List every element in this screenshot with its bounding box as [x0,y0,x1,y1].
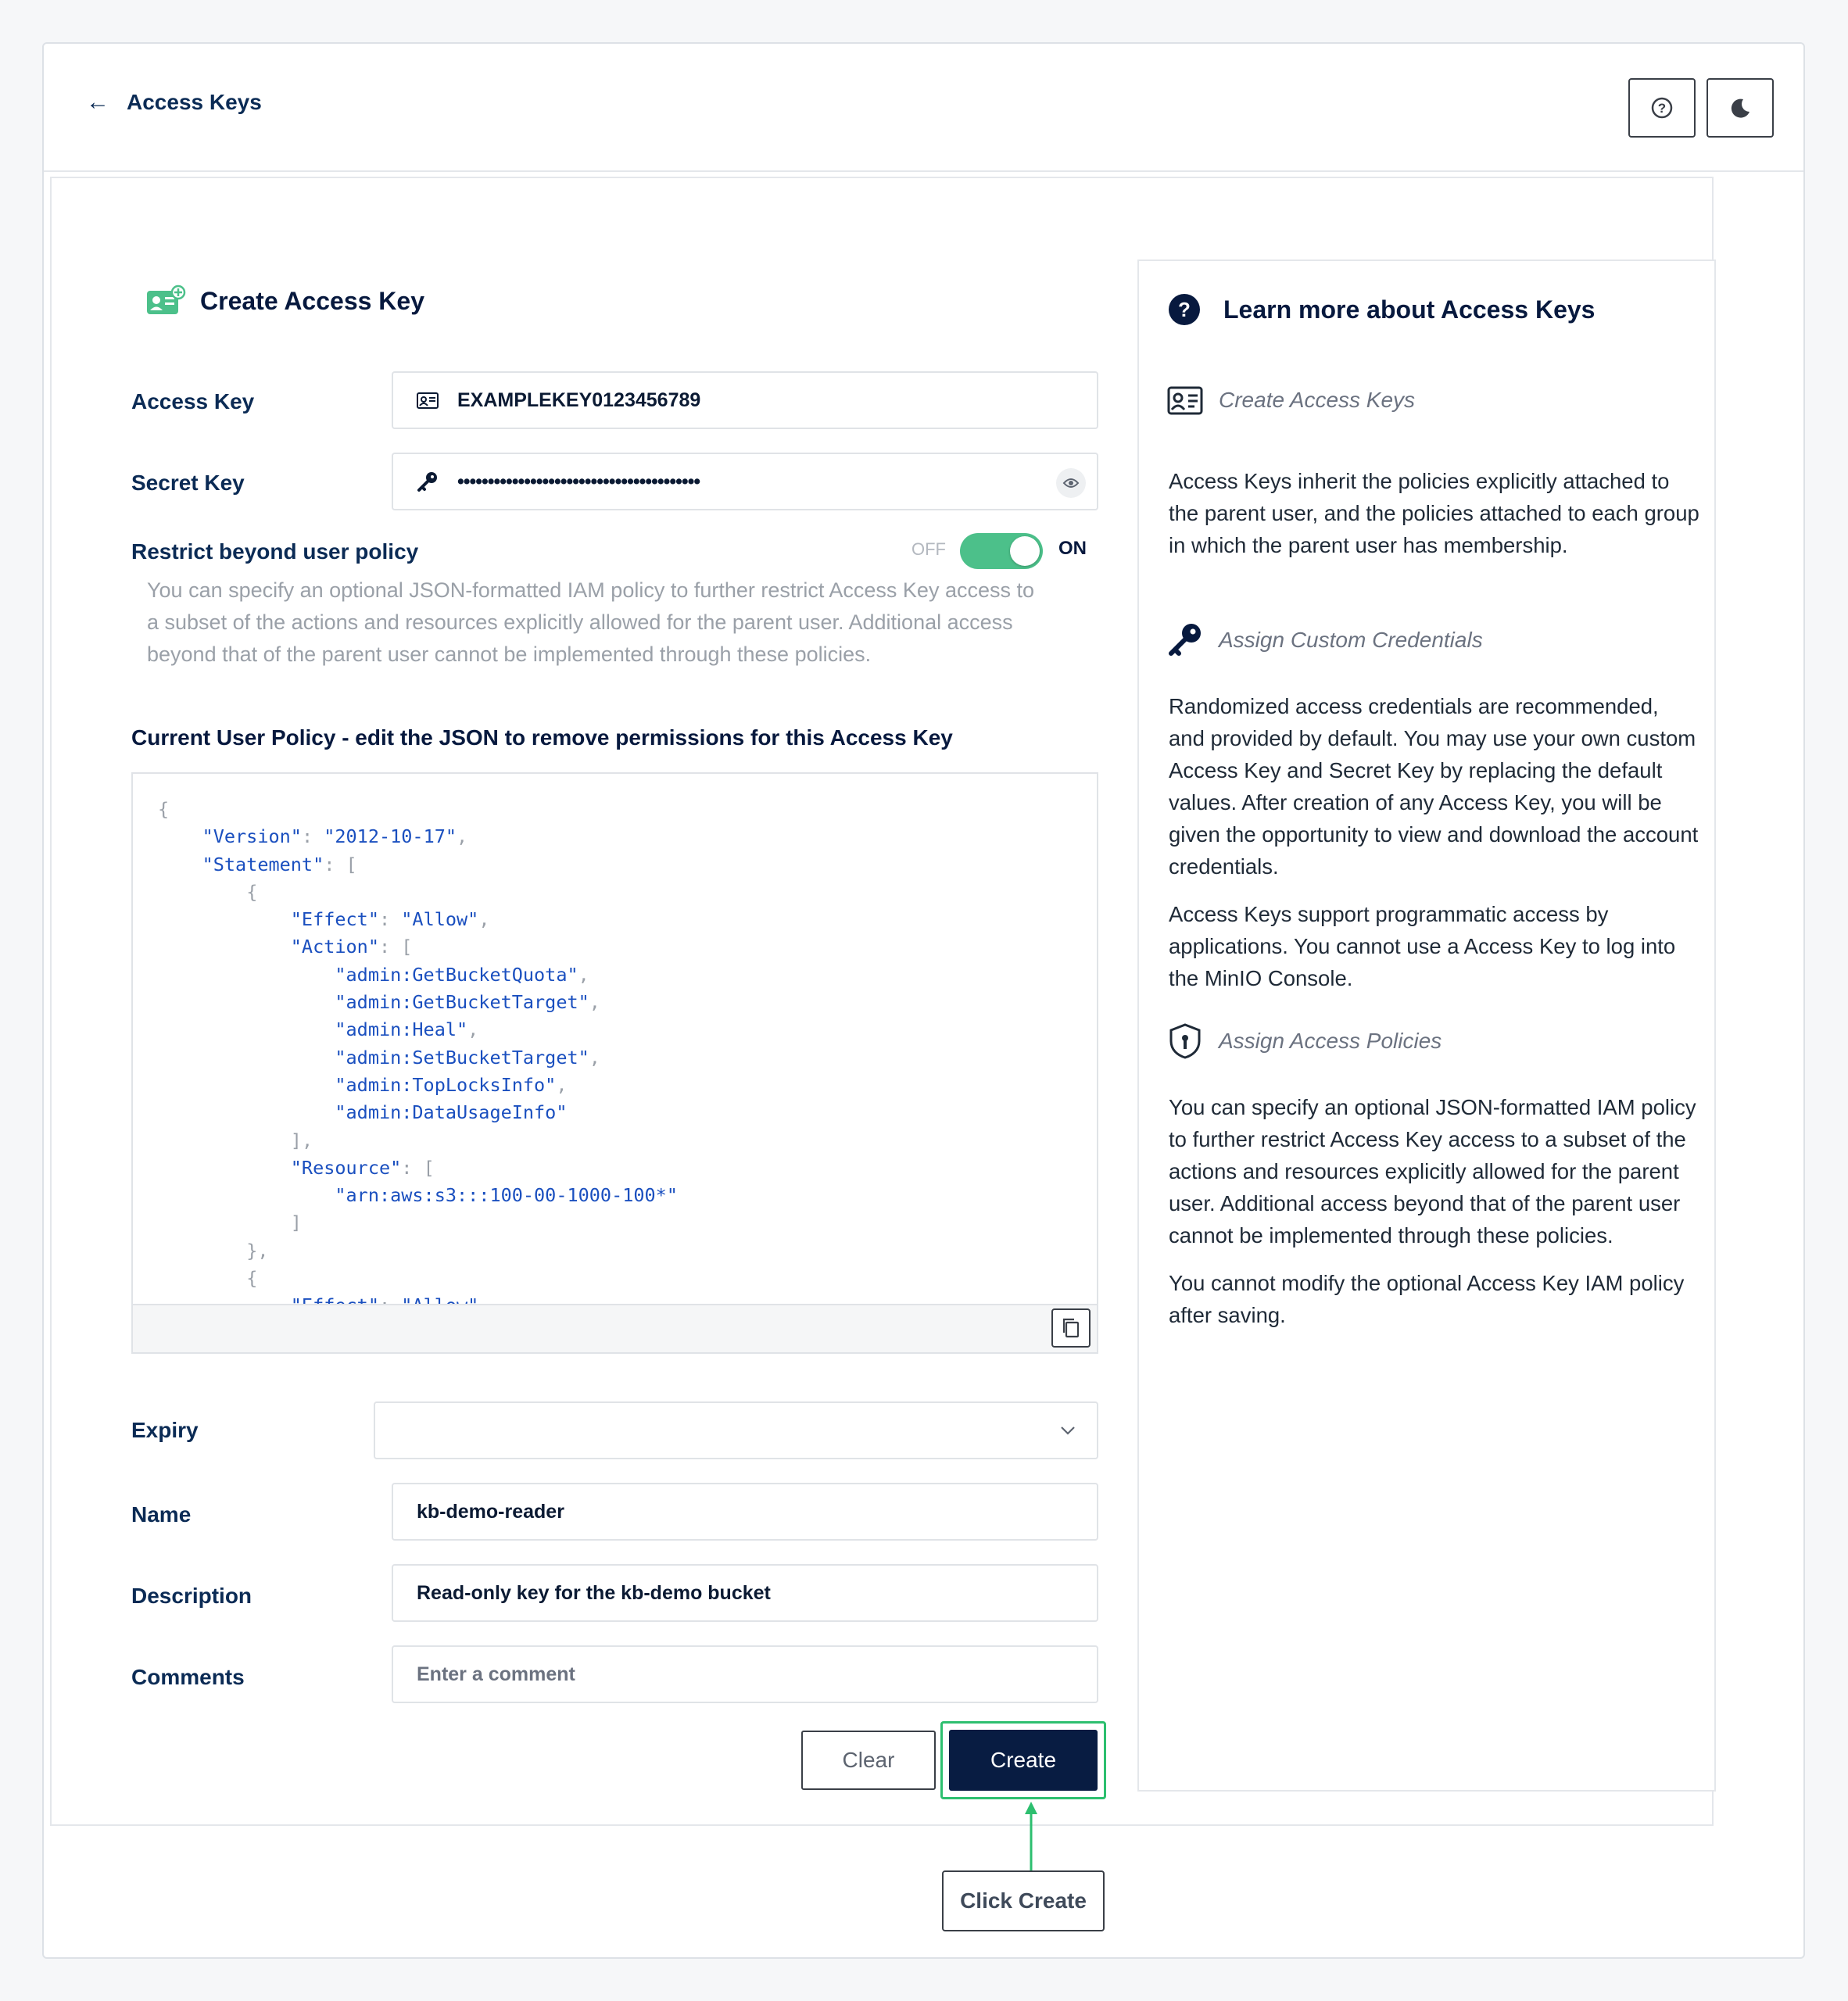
secret-key-field[interactable] [392,453,1098,510]
editor-footer [133,1304,1097,1352]
expiry-select[interactable] [374,1401,1098,1459]
name-value: kb-demo-reader [417,1500,564,1523]
restrict-policy-toggle[interactable] [960,533,1043,569]
description-field[interactable] [392,1564,1098,1622]
restrict-description: You can specify an optional JSON-formatted IAM policy to further restrict Access Key access to a subset of the actions and resources explicitly allowed for the parent user. Additional access beyond that of the parent user cannot be implemented through these policies. [147,578,1035,666]
key-icon [417,471,440,492]
toggle-knob [1010,536,1040,566]
help-button[interactable] [1628,78,1696,138]
secret-key-label: Secret Key [131,471,245,495]
svg-text:?: ? [1178,298,1191,321]
policy-json-text: { "Version": "2012-10-17", "Statement": [ { "Effect": "Allow", "Action": [ "admin:GetBucketQuota", "admin:GetBucketTarget", "admin:Heal", "admin:SetBucketTarget", "admin:TopLocksInfo", "admin:DataUsageInfo" ], "Resource": [ "arn:aws:s3:::100-00-1000-100*" ] }, { [158,798,678,1290]
id-card-add-icon [145,285,186,317]
description-label: Description [131,1584,252,1608]
help-paragraph: Access Keys inherit the policies explicitly attached to the parent user, and the policies attached to each group in which the parent user has membership. [1169,469,1699,557]
help-section-credentials-text [1169,690,1700,1010]
question-circle-icon [1650,96,1674,120]
help-paragraph: You cannot modify the optional Access Key IAM policy after saving. [1169,1271,1685,1327]
help-section-heading: Assign Custom Credentials [1219,628,1483,652]
help-section-credentials [1167,622,1483,658]
help-section-heading: Assign Access Policies [1219,1029,1442,1053]
description-value: Read-only key for the kb-demo bucket [417,1581,771,1604]
id-card-icon [417,391,440,410]
moon-icon [1728,96,1752,120]
svg-text:?: ? [1657,101,1667,116]
toggle-off-label: OFF [911,539,946,559]
name-label: Name [131,1502,192,1527]
question-circle-icon [1167,292,1202,327]
help-paragraph: Randomized access credentials are recommended, and provided by default. You may use your own custom Access Key and Secret Key by replacing the default values. After creation of any Access Key, you will be given the opportunity to view and download the account credentials. [1169,694,1699,879]
help-section-create-text [1169,465,1700,577]
theme-toggle-button[interactable] [1707,78,1774,138]
key-icon [1167,622,1203,658]
id-card-icon [1167,385,1203,416]
comments-label: Comments [131,1665,245,1689]
help-section-policies-text [1169,1091,1700,1347]
callout-arrow [1022,1800,1040,1872]
help-section-policies [1167,1022,1442,1060]
toggle-on-label: ON [1058,538,1087,559]
access-key-label: Access Key [131,389,255,413]
create-button[interactable]: Create [949,1730,1098,1791]
page-header [44,44,1803,172]
comments-placeholder: Enter a comment [417,1663,575,1685]
click-create-callout: Click Create [942,1870,1105,1931]
expiry-label: Expiry [131,1418,199,1442]
form-title-text: Create Access Key [200,286,424,315]
clear-button[interactable]: Clear [801,1731,936,1790]
back-label: Access Keys [127,90,262,114]
access-key-value: EXAMPLEKEY0123456789 [457,388,701,411]
form-title [145,285,424,317]
help-title [1167,292,1595,327]
arrow-left-icon: ← [86,89,109,115]
back-link[interactable] [86,89,262,116]
secret-key-value: •••••••••••••••••••••••••••••••••••••••• [457,470,700,492]
help-section-create [1167,385,1415,416]
shield-icon [1167,1022,1203,1060]
help-section-heading: Create Access Keys [1219,388,1416,412]
copy-button[interactable] [1051,1308,1091,1348]
copy-icon [1061,1317,1081,1339]
eye-icon[interactable] [1056,468,1086,498]
chevron-down-icon [1056,1419,1080,1442]
policy-json-editor[interactable] [131,772,1098,1354]
comments-field[interactable] [392,1645,1098,1703]
restrict-policy-label: Restrict beyond user policy [131,539,419,564]
help-paragraph: You can specify an optional JSON-formatted IAM policy to further restrict Access Key access to a subset of the actions and resources explicitly allowed for the parent user. Additional access beyond that of the parent user cannot be implemented through these policies. [1169,1095,1696,1247]
access-key-field[interactable] [392,371,1098,429]
name-field[interactable] [392,1483,1098,1541]
policy-heading: Current User Policy - edit the JSON to remove permissions for this Access Key [131,725,953,750]
help-paragraph: Access Keys support programmatic access by applications. You cannot use a Access Key to log into the MinIO Console. [1169,902,1676,990]
help-title-text: Learn more about Access Keys [1223,295,1596,324]
